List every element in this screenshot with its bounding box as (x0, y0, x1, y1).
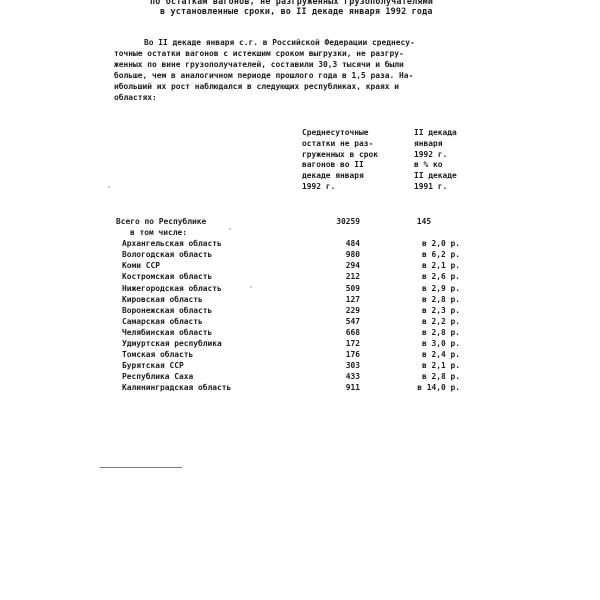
row-value: 212 (345, 272, 360, 282)
row-value: 30259 (336, 217, 360, 226)
column-header-line: 1992 г. (302, 181, 336, 191)
table-row (116, 316, 496, 327)
column-header-line: Среднесуточные (302, 128, 369, 137)
row-ratio: в 6,2 р. (421, 250, 460, 260)
row-ratio: в 2,6 р. (421, 272, 460, 282)
row-value: 127 (345, 294, 360, 304)
row-value: 433 (345, 372, 360, 382)
column-header-line: остатки не раз- (302, 138, 374, 148)
row-name: Костромская область (122, 272, 213, 282)
row-name: Архангельская область (122, 239, 222, 249)
regions-table (116, 216, 496, 394)
column-header-remainders (302, 128, 378, 193)
row-value: 303 (345, 361, 360, 371)
table-row (116, 305, 496, 316)
column-header-line: вагонов во II (302, 160, 364, 170)
table-row (116, 371, 496, 382)
row-ratio: в 2,8 р. (421, 372, 460, 382)
column-header-line: II декада (414, 128, 457, 137)
intro-line: областях: (114, 93, 157, 103)
table-row (116, 360, 496, 371)
row-ratio: в 2,8 р. (421, 327, 460, 337)
row-ratio: в 2,1 р. (421, 361, 460, 371)
row-ratio: в 2,0 р. (421, 239, 460, 249)
row-value: 229 (345, 305, 360, 315)
row-name: Томская область (122, 350, 194, 360)
table-row-total (116, 216, 496, 227)
row-value: 176 (345, 350, 360, 360)
scan-speck (229, 228, 231, 230)
row-name: Калининградская область (122, 383, 232, 393)
row-value: 172 (345, 339, 360, 349)
table-row (116, 349, 496, 360)
row-value: 911 (345, 383, 360, 393)
heading-line-1: по остаткам вагонов, не разгруженных грузополучателями (150, 0, 434, 6)
row-value: 547 (345, 316, 360, 326)
table-row (116, 338, 496, 349)
row-ratio: в 2,2 р. (421, 316, 460, 326)
scan-speck (250, 286, 252, 288)
row-name: Самарская область (122, 316, 203, 326)
column-header-line: II декаде (414, 171, 457, 181)
table-row (116, 271, 496, 282)
table-row (116, 294, 496, 305)
table-row-including (116, 227, 496, 238)
row-name: Удмуртская республика (122, 339, 222, 349)
column-header-line: декаде января (302, 171, 364, 181)
table-row (116, 238, 496, 249)
region-rows (116, 238, 496, 393)
table-row (116, 249, 496, 260)
row-ratio: в 2,8 р. (421, 294, 460, 304)
row-ratio: в 2,4 р. (421, 350, 460, 360)
row-name: Бурятская ССР (122, 361, 184, 371)
table-row (116, 327, 496, 338)
intro-paragraph (114, 37, 494, 104)
intro-line: женных по вине грузополучателей, составили 30,3 тысячи и были (114, 60, 404, 70)
table-row (116, 283, 496, 294)
footnote-divider (100, 467, 182, 468)
table-row (116, 382, 496, 393)
row-value: 294 (345, 261, 360, 271)
row-name: Республика Саха (122, 372, 194, 382)
row-name: Вологодская область (122, 250, 213, 260)
table-row (116, 260, 496, 271)
intro-line: ибольший их рост наблюдался в следующих республиках, краях и (114, 82, 400, 92)
row-name: Челябинская область (122, 327, 213, 337)
column-header-line: в % ко (414, 160, 443, 170)
column-header-percent (414, 128, 457, 193)
row-name: Нижегородская область (122, 283, 222, 293)
row-value: 484 (345, 239, 360, 249)
row-ratio: в 2,3 р. (421, 305, 460, 315)
intro-line: точные остатки вагонов с истекшим сроком выгрузки, не разгру- (114, 49, 404, 59)
intro-line: больше, чем в аналогичном периоде прошлого года в 1,5 раза. На- (114, 71, 414, 81)
row-ratio: в 14,0 р. (417, 383, 460, 393)
row-value: 668 (345, 327, 360, 337)
row-value: 509 (345, 283, 360, 293)
intro-line: Во II декаде января с.г. в Российской Федерации среднесу- (144, 38, 415, 47)
row-name: Воронежская область (122, 305, 213, 315)
column-header-line: января (414, 138, 443, 148)
heading-line-2: в установленные сроки, во II декаде января 1992 года (160, 6, 433, 16)
row-ratio: в 2,1 р. (421, 261, 460, 271)
column-header-line: 1991 г. (414, 181, 448, 191)
row-name: Всего по Республике (116, 217, 207, 226)
column-header-line: 1992 г. (414, 149, 448, 159)
row-name: Коми ССР (122, 261, 161, 271)
column-header-line: груженных в срок (302, 149, 379, 159)
row-value: 980 (345, 250, 360, 260)
row-ratio: в 3,0 р. (421, 339, 460, 349)
row-ratio: 145 (416, 217, 432, 226)
row-ratio: в 2,9 р. (421, 283, 460, 293)
including-label: в том числе: (130, 228, 188, 238)
scan-speck (108, 186, 110, 188)
row-name: Кировская область (122, 294, 203, 304)
